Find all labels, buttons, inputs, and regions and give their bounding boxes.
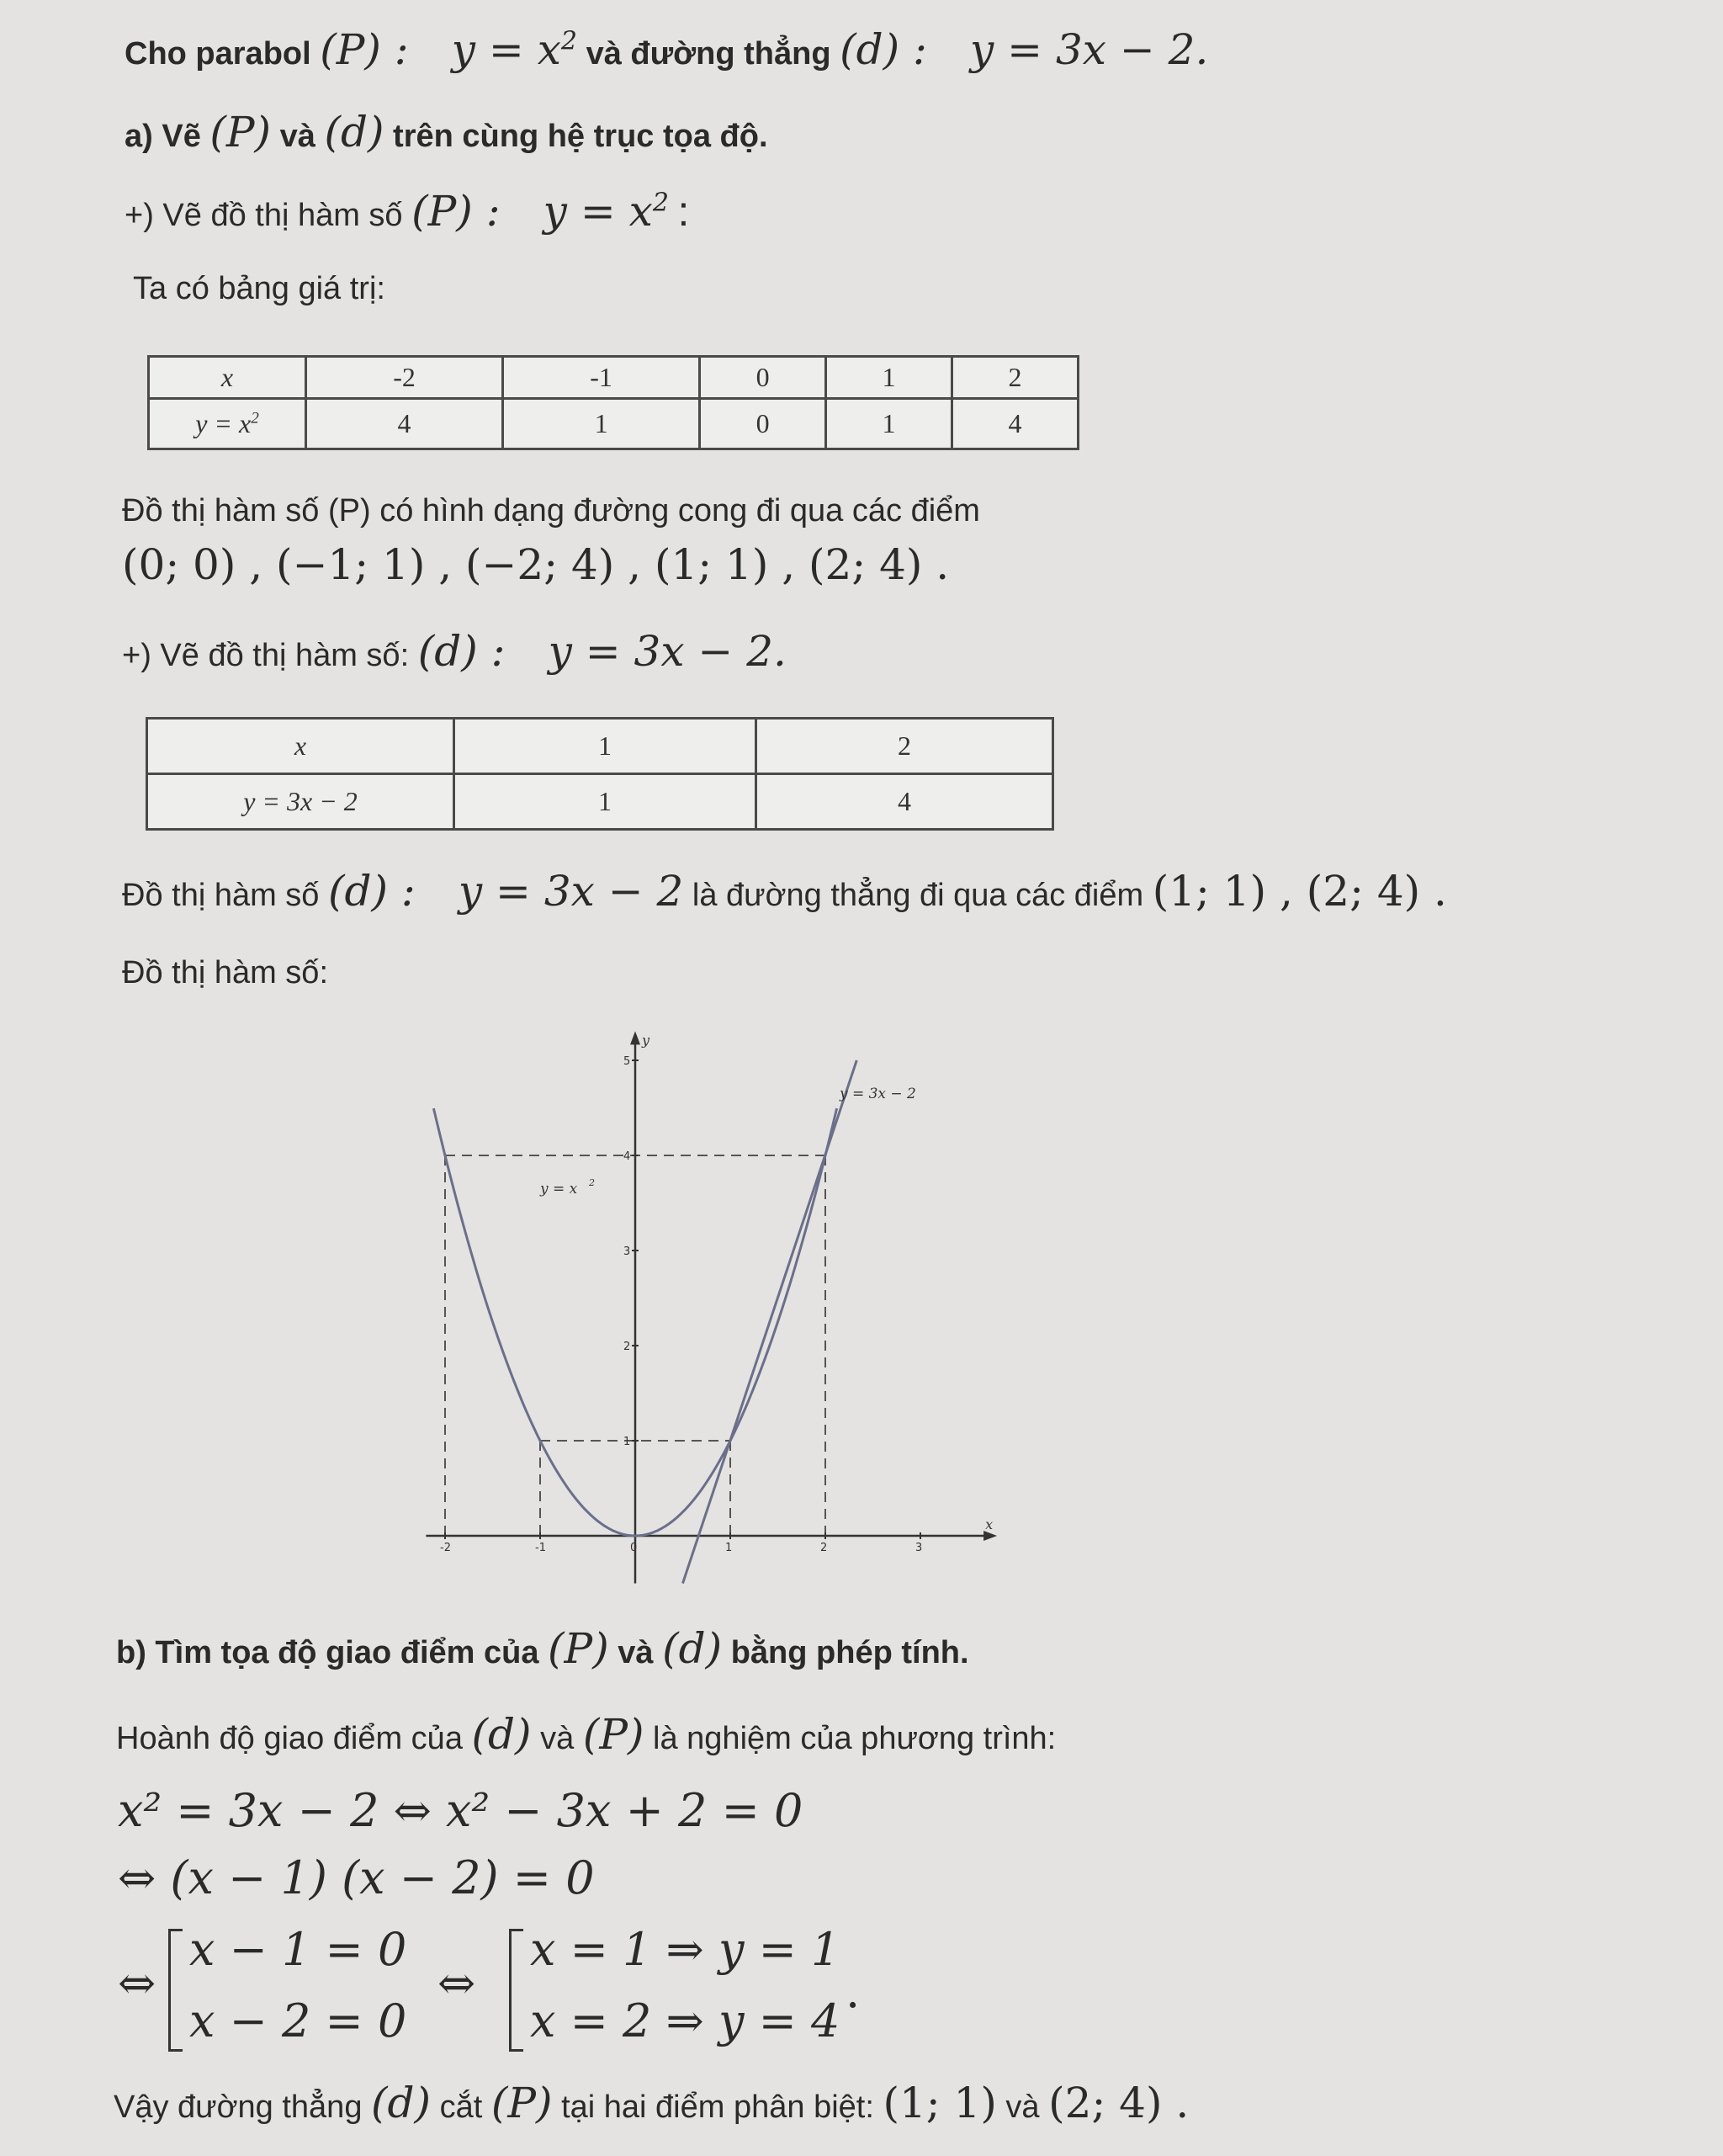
intro-text: Cho parabol bbox=[125, 36, 311, 72]
table-cell: 2 bbox=[952, 357, 1079, 399]
table-intro: Ta có bảng giá trị: bbox=[133, 271, 385, 306]
value-table-parabola bbox=[147, 355, 1079, 450]
parabol-equation: $y = x^2$ bbox=[451, 25, 578, 74]
bracket-right bbox=[509, 1929, 523, 2052]
table-cell: 2 bbox=[756, 719, 1053, 774]
function-graph bbox=[404, 1032, 994, 1599]
table-cell: -2 bbox=[306, 357, 503, 399]
draw-p-heading: +) Vẽ đồ thị hàm số (P) : $y = x^2$ : bbox=[125, 187, 690, 236]
table-cell: 4 bbox=[756, 774, 1053, 830]
x-tick-label: 1 bbox=[725, 1542, 733, 1554]
table-cell: 1 bbox=[454, 719, 756, 774]
system-2-row-1: x = 1 ⇒ y = 1 bbox=[530, 1923, 840, 1976]
line-equation: y = 3x − 2. bbox=[970, 25, 1209, 74]
table-cell: 4 bbox=[306, 399, 503, 449]
x-tick-label: 2 bbox=[820, 1542, 828, 1554]
x-tick-label: 3 bbox=[915, 1542, 923, 1554]
p-points: (0; 0) , (−1; 1) , (−2; 4) , (1; 1) , (2; 4) . bbox=[122, 540, 950, 589]
part-a-heading: a) Vẽ (P) và (d) trên cùng hệ trục tọa độ. bbox=[125, 108, 768, 157]
conclusion: Vậy đường thẳng (d) cắt (P) tại hai điểm phân biệt: (1; 1) và (2; 4) . bbox=[114, 2079, 1190, 2127]
bracket-left bbox=[168, 1929, 183, 2052]
table-cell: -1 bbox=[503, 357, 700, 399]
table-cell: 1 bbox=[826, 399, 952, 449]
iff-symbol: ⇔ bbox=[118, 1957, 156, 2010]
x-axis-label: x bbox=[985, 1516, 994, 1532]
p-description: Đồ thị hàm số (P) có hình dạng đường cong đi qua các điểm bbox=[122, 493, 980, 528]
table-header-x: x bbox=[147, 719, 454, 774]
part-b-heading: b) Tìm tọa độ giao điểm của (P) và (d) bằng phép tính. bbox=[116, 1624, 969, 1673]
system-2-row-2: x = 2 ⇒ y = 4 bbox=[530, 1994, 840, 2047]
equation-2: ⇔ (x − 1) (x − 2) = 0 bbox=[118, 1851, 595, 1904]
graph-label: Đồ thị hàm số: bbox=[122, 955, 328, 990]
parabol-label: (P) : bbox=[320, 25, 409, 74]
y-axis-label: y bbox=[642, 1032, 650, 1049]
line-y-3x-2 bbox=[683, 1060, 857, 1584]
d-description: Đồ thị hàm số (d) : y = 3x − 2 là đường thẳng đi qua các điểm (1; 1) , (2; 4) . bbox=[122, 867, 1447, 916]
iff-symbol-2: ⇔ bbox=[437, 1957, 476, 2010]
y-axis-arrow bbox=[630, 1031, 640, 1044]
table-cell: 4 bbox=[952, 399, 1079, 449]
x-tick-label: -2 bbox=[440, 1542, 451, 1554]
y-tick-label: 2 bbox=[623, 1341, 631, 1353]
table-cell: 1 bbox=[454, 774, 756, 830]
table-row-label: $y = x^2$ bbox=[149, 399, 306, 449]
draw-d-heading: +) Vẽ đồ thị hàm số: (d) : y = 3x − 2. bbox=[122, 627, 787, 676]
table-row-label: y = 3x − 2 bbox=[147, 774, 454, 830]
table-header-x: x bbox=[149, 357, 306, 399]
line-label: (d) : bbox=[840, 25, 927, 74]
table-cell: 1 bbox=[826, 357, 952, 399]
problem-statement bbox=[125, 25, 1208, 74]
table-cell: 0 bbox=[700, 399, 826, 449]
x-tick-label: -1 bbox=[535, 1542, 546, 1554]
system-1-row-2: x − 2 = 0 bbox=[189, 1994, 407, 2047]
parabola-label: y = x bbox=[540, 1181, 578, 1198]
x-tick-label: 0 bbox=[630, 1542, 638, 1554]
intro-text-2: và đường thẳng bbox=[586, 36, 831, 72]
solve-intro: Hoành độ giao điểm của (d) và (P) là nghiệm của phương trình: bbox=[116, 1710, 1057, 1759]
y-tick-label: 3 bbox=[623, 1245, 631, 1258]
table-cell: 0 bbox=[700, 357, 826, 399]
equation-1: x² = 3x − 2 ⇔ x² − 3x + 2 = 0 bbox=[118, 1784, 803, 1837]
line-label: y = 3x − 2 bbox=[839, 1086, 916, 1103]
parabola-label-exp: 2 bbox=[589, 1177, 595, 1189]
system-dot: . bbox=[846, 1965, 861, 2018]
y-tick-label: 4 bbox=[623, 1150, 631, 1163]
value-table-line bbox=[146, 717, 1054, 831]
y-tick-label: 1 bbox=[623, 1436, 631, 1448]
table-cell: 1 bbox=[503, 399, 700, 449]
system-1-row-1: x − 1 = 0 bbox=[189, 1923, 407, 1976]
y-tick-label: 5 bbox=[623, 1055, 631, 1068]
